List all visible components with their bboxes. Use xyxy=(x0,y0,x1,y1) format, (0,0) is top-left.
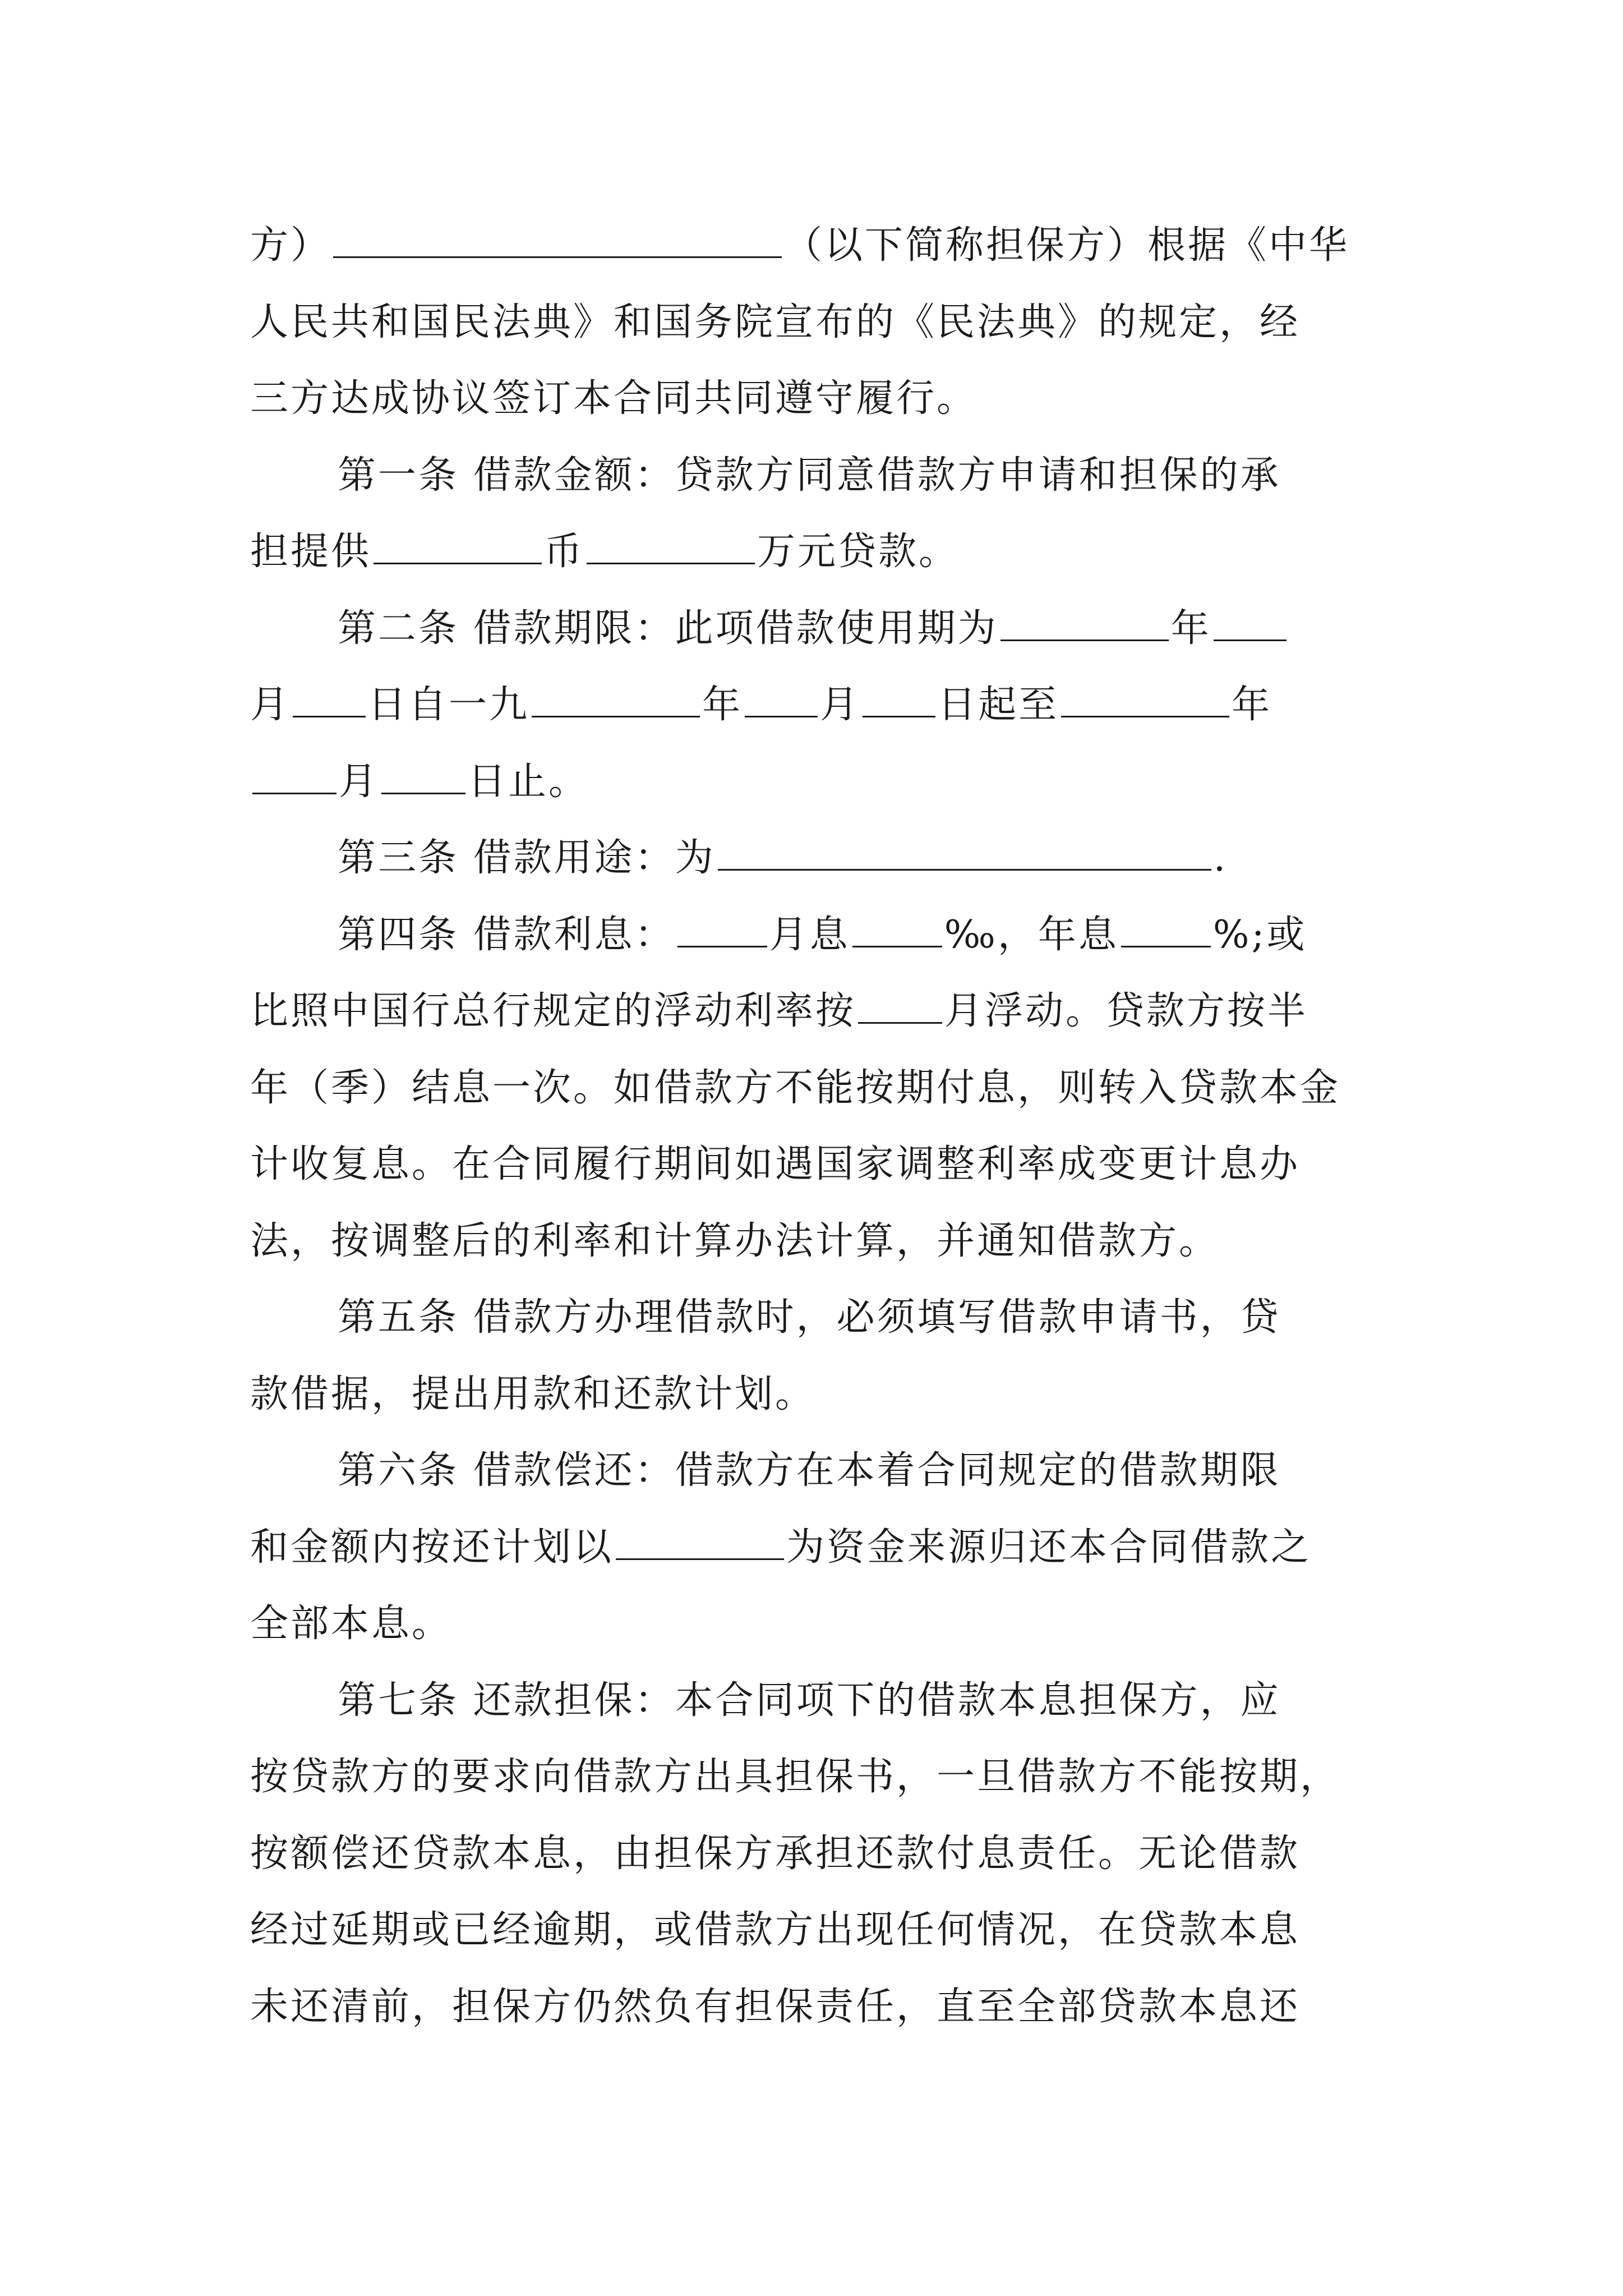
text-line: 第四条 借款利息： 月息 ‰，年息 %;或 xyxy=(250,897,1394,974)
text-line: 法，按调整后的利率和计算办法计算，并通知借款方。 xyxy=(250,1218,1220,1263)
text-line: 方） （以下简称担保方）根据《中华 xyxy=(250,208,1394,284)
fill-blank xyxy=(745,682,818,717)
fill-blank xyxy=(1121,911,1211,947)
fill-blank xyxy=(616,1524,784,1559)
text-line: 三方达成协议签订本合同共同遵守履行。 xyxy=(250,376,978,421)
fill-blank xyxy=(381,758,465,794)
text-line: 月 日自一九 年 月 日起至 年 xyxy=(250,667,1394,744)
text-line: 第二条 借款期限：此项借款使用期为 年 xyxy=(250,591,1394,668)
text-line: 担提供 币 万元贷款。 xyxy=(250,514,1394,591)
text-line: 全部本息。 xyxy=(250,1602,453,1646)
text-line: 按额偿还贷款本息，由担保方承担还款付息责任。无论借款 xyxy=(250,1831,1301,1876)
text-line: 人民共和国民法典》和国务院宣布的《民法典》的规定，经 xyxy=(250,300,1301,344)
text-line: 第三条 借款用途：为 . xyxy=(250,820,1394,897)
fill-blank xyxy=(587,528,755,564)
fill-blank xyxy=(333,222,782,258)
fill-blank xyxy=(852,911,942,947)
text-line: 和金额内按还计划以 为资金来源归还本合同借款之 xyxy=(250,1510,1394,1586)
text-line: 按贷款方的要求向借款方出具担保书，一旦借款方不能按期， xyxy=(250,1755,1341,1799)
text-line: 月 日止。 xyxy=(250,744,1394,821)
text-line: 第一条 借款金额：贷款方同意借款方申请和担保的承 xyxy=(338,453,1281,498)
text-line: 未还清前，担保方仍然负有担保责任，直至全部贷款本息还 xyxy=(250,1984,1301,2029)
text-line: 款借据，提出用款和还款计划。 xyxy=(250,1372,816,1416)
fill-blank xyxy=(863,682,935,717)
fill-blank xyxy=(252,758,336,794)
text-line: 计收复息。在合同履行期间如遇国家调整利率成变更计息办 xyxy=(250,1142,1301,1186)
fill-blank xyxy=(718,835,1211,871)
fill-blank xyxy=(532,682,700,717)
text-line: 第五条 借款方办理借款时，必须填写借款申请书，贷 xyxy=(338,1295,1281,1340)
fill-blank xyxy=(677,911,767,947)
contract-text xyxy=(250,208,1394,2045)
fill-blank xyxy=(1061,682,1229,717)
text-line: 年（季）结息一次。如借款方不能按期付息，则转入贷款本金 xyxy=(250,1065,1341,1110)
fill-blank xyxy=(1000,605,1169,641)
fill-blank xyxy=(293,682,366,717)
text-line: 经过延期或已经逾期，或借款方出现任何情况，在贷款本息 xyxy=(250,1908,1301,1952)
text-line: 第六条 借款偿还：借款方在本着合同规定的借款期限 xyxy=(338,1448,1281,1493)
fill-blank xyxy=(1214,605,1287,641)
text-line: 第七条 还款担保：本合同项下的借款本息担保方，应 xyxy=(338,1678,1281,1723)
fill-blank xyxy=(858,988,942,1024)
fill-blank xyxy=(374,528,542,564)
text-line: 比照中国行总行规定的浮动利率按 月浮动。贷款方按半 xyxy=(250,973,1394,1050)
